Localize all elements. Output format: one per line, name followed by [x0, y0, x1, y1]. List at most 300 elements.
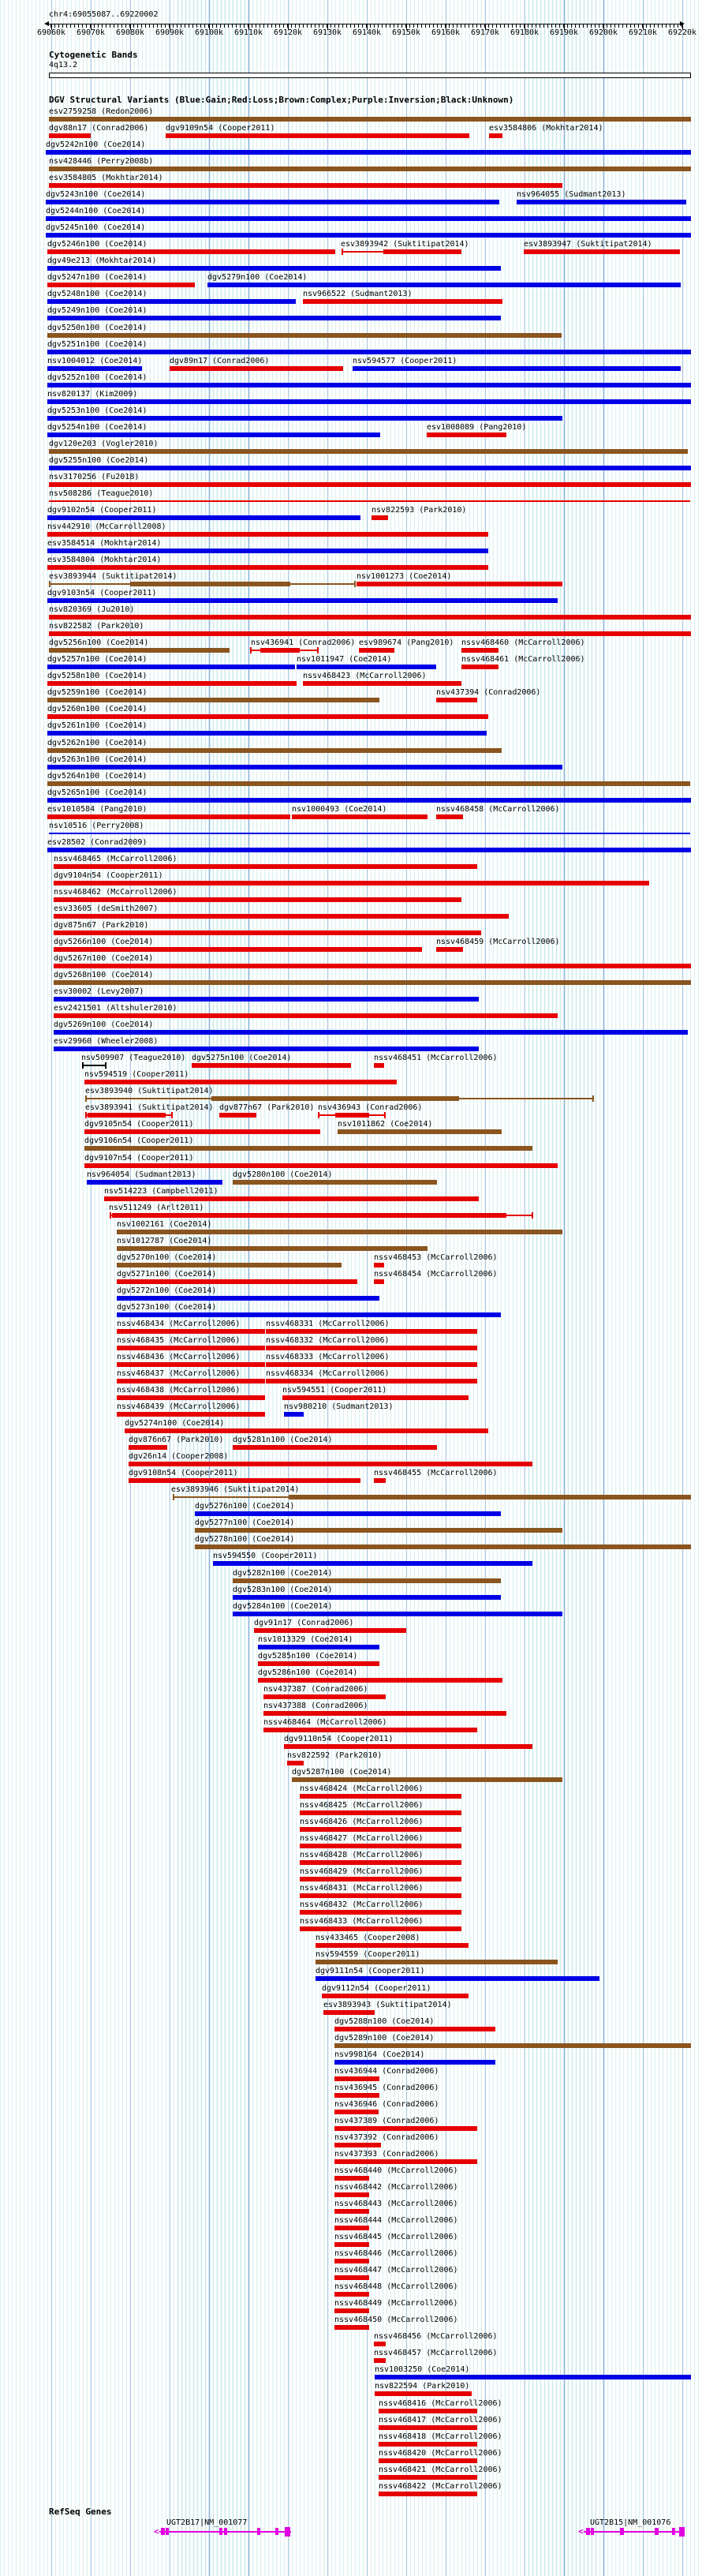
variant-bar[interactable]	[357, 582, 562, 586]
variant-label[interactable]: nssv468331 (McCarroll2006)	[266, 1320, 390, 1328]
variant-bar[interactable]	[461, 665, 498, 669]
variant-bar[interactable]	[427, 432, 506, 437]
gene-exon[interactable]	[161, 2528, 165, 2535]
variant-label[interactable]: esv33605 (deSmith2007)	[54, 904, 159, 913]
variant-label[interactable]: dgv5252n100 (Coe2014)	[47, 373, 147, 382]
variant-bar[interactable]	[300, 1860, 461, 1865]
variant-label[interactable]: dgv5243n100 (Coe2014)	[46, 190, 146, 199]
variant-bar[interactable]	[195, 1528, 562, 1533]
variant-bar[interactable]	[292, 814, 428, 819]
variant-label[interactable]: nssv468446 (McCarroll2006)	[334, 2249, 458, 2258]
variant-label[interactable]: dgv9111n54 (Cooper2011)	[316, 1967, 425, 1975]
variant-bar[interactable]	[49, 167, 691, 171]
variant-label[interactable]: dgv5277n100 (Coe2014)	[195, 1518, 295, 1527]
variant-bar[interactable]	[263, 1711, 506, 1716]
variant-bar[interactable]	[192, 1063, 351, 1068]
variant-bar[interactable]	[49, 133, 91, 138]
variant-bar[interactable]	[300, 1926, 461, 1931]
variant-label[interactable]: dgv89n17 (Conrad2006)	[170, 357, 270, 365]
variant-bar[interactable]	[266, 1379, 477, 1383]
variant-bar[interactable]	[379, 2425, 477, 2430]
variant-range-line[interactable]	[49, 833, 690, 834]
variant-bar[interactable]	[517, 200, 686, 204]
variant-label[interactable]: dgv5254n100 (Coe2014)	[47, 423, 147, 432]
variant-label[interactable]: nssv468464 (McCarroll2006)	[263, 1718, 387, 1727]
variant-bar[interactable]	[47, 731, 487, 736]
variant-bar[interactable]	[263, 1728, 477, 1732]
variant-bar[interactable]	[260, 648, 300, 653]
variant-label[interactable]: dgv5271n100 (Coe2014)	[117, 1270, 217, 1279]
variant-label[interactable]: esv3584804 (Mokhtar2014)	[47, 556, 162, 564]
variant-bar[interactable]	[374, 2342, 386, 2346]
variant-label[interactable]: dgv9102n54 (Cooper2011)	[47, 506, 157, 515]
variant-bar[interactable]	[334, 2325, 369, 2330]
variant-label[interactable]: nsv437388 (Conrad2006)	[263, 1702, 368, 1710]
variant-label[interactable]: nsv437387 (Conrad2006)	[263, 1685, 368, 1694]
variant-bar[interactable]	[87, 1180, 222, 1185]
variant-bar[interactable]	[117, 1296, 379, 1301]
variant-bar[interactable]	[335, 1113, 369, 1118]
variant-label[interactable]: nssv468332 (McCarroll2006)	[266, 1336, 390, 1345]
variant-bar[interactable]	[54, 1046, 479, 1051]
variant-label[interactable]: dgv5257n100 (Coe2014)	[47, 655, 147, 664]
variant-label[interactable]: nsv1013329 (Coe2014)	[258, 1635, 353, 1644]
variant-label[interactable]: nssv468421 (McCarroll2006)	[379, 2466, 502, 2474]
variant-label[interactable]: esv3584805 (Mokhtar2014)	[49, 174, 163, 182]
variant-range-line[interactable]	[342, 251, 383, 253]
variant-bar[interactable]	[300, 1893, 461, 1898]
variant-bar[interactable]	[54, 1030, 688, 1035]
variant-label[interactable]: nsv822592 (Park2010)	[287, 1751, 383, 1760]
variant-label[interactable]: nsv594559 (Cooper2011)	[316, 1950, 420, 1959]
variant-label[interactable]: nsv594577 (Cooper2011)	[353, 357, 457, 365]
variant-bar[interactable]	[233, 1445, 437, 1450]
variant-label[interactable]: nssv468459 (McCarroll2006)	[436, 938, 560, 946]
variant-bar[interactable]	[436, 698, 477, 702]
variant-label[interactable]: dgv9112n54 (Cooper2011)	[322, 1984, 431, 1993]
variant-label[interactable]: nssv468465 (McCarroll2006)	[54, 855, 177, 863]
variant-bar[interactable]	[375, 2391, 472, 2396]
variant-bar[interactable]	[129, 1445, 167, 1450]
variant-label[interactable]: nssv468432 (McCarroll2006)	[300, 1900, 424, 1909]
variant-label[interactable]: nssv468429 (McCarroll2006)	[300, 1867, 424, 1876]
variant-label[interactable]: nsv594519 (Cooper2011)	[84, 1070, 189, 1079]
variant-label[interactable]: nssv468460 (McCarroll2006)	[461, 638, 585, 647]
variant-bar[interactable]	[49, 482, 691, 487]
variant-bar[interactable]	[303, 299, 502, 304]
variant-label[interactable]: esv3893940 (Suktitipat2014)	[85, 1087, 214, 1095]
variant-range-line[interactable]	[49, 583, 130, 585]
gene-exon[interactable]	[224, 2528, 227, 2535]
variant-label[interactable]: dgv5272n100 (Coe2014)	[117, 1286, 217, 1295]
variant-label[interactable]: esv3893942 (Suktitipat2014)	[341, 240, 469, 249]
variant-label[interactable]: nssv468450 (McCarroll2006)	[334, 2316, 458, 2324]
variant-label[interactable]: dgv5258n100 (Coe2014)	[47, 672, 147, 680]
variant-label[interactable]: nssv468458 (McCarroll2006)	[436, 805, 560, 814]
variant-label[interactable]: nssv468443 (McCarroll2006)	[334, 2200, 458, 2208]
variant-label[interactable]: nssv468438 (McCarroll2006)	[117, 1386, 241, 1395]
variant-label[interactable]: dgv88n17 (Conrad2006)	[49, 124, 149, 133]
variant-label[interactable]: nsv437392 (Conrad2006)	[334, 2133, 439, 2142]
variant-bar[interactable]	[524, 249, 680, 254]
variant-label[interactable]: dgv9110n54 (Cooper2011)	[284, 1735, 394, 1743]
variant-label[interactable]: nssv468453 (McCarroll2006)	[374, 1253, 498, 1262]
variant-label[interactable]: nssv468442 (McCarroll2006)	[334, 2183, 458, 2192]
variant-label[interactable]: nsv964054 (Sudmant2013)	[87, 1170, 196, 1179]
variant-bar[interactable]	[47, 316, 501, 320]
variant-label[interactable]: esv3893943 (Suktitipat2014)	[323, 2001, 452, 2009]
variant-bar[interactable]	[316, 1976, 599, 1981]
variant-label[interactable]: nsv436943 (Conrad2006)	[318, 1103, 423, 1112]
variant-label[interactable]: dgv5264n100 (Coe2014)	[47, 772, 147, 781]
variant-label[interactable]: dgv5249n100 (Coe2014)	[47, 306, 147, 315]
variant-bar[interactable]	[112, 1213, 506, 1218]
variant-bar[interactable]	[117, 1246, 428, 1251]
variant-label[interactable]: dgv876n67 (Park2010)	[129, 1436, 224, 1444]
gene-intron-line[interactable]	[584, 2531, 685, 2533]
variant-bar[interactable]	[379, 2409, 477, 2413]
variant-label[interactable]: nsv1012787 (Coe2014)	[117, 1237, 212, 1245]
variant-bar[interactable]	[129, 1462, 532, 1466]
variant-label[interactable]: dgv5244n100 (Coe2014)	[46, 207, 146, 215]
variant-range-line[interactable]	[506, 1215, 532, 1216]
variant-label[interactable]: esv3584806 (Mokhtar2014)	[489, 124, 603, 133]
variant-label[interactable]: nssv468447 (McCarroll2006)	[334, 2266, 458, 2275]
variant-bar[interactable]	[300, 1810, 461, 1815]
variant-bar[interactable]	[213, 1561, 532, 1566]
gene-label[interactable]: UGT2B17|NM_001077	[166, 2518, 248, 2527]
variant-bar[interactable]	[334, 2093, 379, 2098]
variant-bar[interactable]	[84, 1146, 532, 1151]
variant-label[interactable]: nssv468422 (McCarroll2006)	[379, 2482, 502, 2491]
variant-label[interactable]: nssv468449 (McCarroll2006)	[334, 2299, 458, 2308]
variant-bar[interactable]	[47, 350, 691, 354]
variant-bar[interactable]	[195, 1544, 691, 1549]
variant-bar[interactable]	[54, 947, 422, 952]
variant-label[interactable]: nsv436946 (Conrad2006)	[334, 2100, 439, 2109]
gene-exon[interactable]	[620, 2528, 624, 2535]
variant-bar[interactable]	[117, 1379, 265, 1383]
variant-bar[interactable]	[300, 1794, 461, 1799]
variant-bar[interactable]	[334, 2110, 379, 2114]
variant-bar[interactable]	[47, 781, 690, 786]
variant-label[interactable]: dgv5273n100 (Coe2014)	[117, 1303, 217, 1312]
variant-bar[interactable]	[436, 814, 463, 819]
variant-bar[interactable]	[375, 2375, 691, 2379]
variant-label[interactable]: nsv511249 (Arlt2011)	[109, 1204, 204, 1212]
variant-label[interactable]: nsv437394 (Conrad2006)	[436, 688, 541, 697]
variant-label[interactable]: dgv5275n100 (Coe2014)	[192, 1054, 292, 1062]
variant-label[interactable]: nsv10516 (Perry2008)	[49, 822, 144, 830]
variant-label[interactable]: nsv433465 (Cooper2008)	[316, 1934, 420, 1942]
variant-label[interactable]: dgv5280n100 (Coe2014)	[233, 1170, 333, 1179]
variant-bar[interactable]	[117, 1395, 265, 1400]
variant-bar[interactable]	[117, 1312, 501, 1317]
gene-label[interactable]: UGT2B15|NM_001076	[590, 2518, 671, 2527]
variant-label[interactable]: dgv5260n100 (Coe2014)	[47, 705, 147, 713]
variant-bar[interactable]	[322, 1994, 469, 1998]
variant-bar[interactable]	[334, 2076, 379, 2081]
variant-label[interactable]: nsv1011947 (Coe2014)	[297, 655, 392, 664]
variant-label[interactable]: dgv5255n100 (Coe2014)	[49, 456, 149, 465]
variant-bar[interactable]	[47, 698, 379, 702]
variant-label[interactable]: nssv468416 (McCarroll2006)	[379, 2399, 502, 2408]
variant-bar[interactable]	[353, 366, 681, 371]
variant-label[interactable]: nssv468428 (McCarroll2006)	[300, 1851, 424, 1859]
variant-label[interactable]: dgv5267n100 (Coe2014)	[54, 954, 154, 963]
variant-bar[interactable]	[46, 233, 691, 238]
variant-bar[interactable]	[54, 930, 481, 935]
variant-label[interactable]: dgv9105n54 (Cooper2011)	[84, 1120, 194, 1129]
variant-bar[interactable]	[297, 665, 436, 669]
variant-bar[interactable]	[84, 1163, 558, 1168]
variant-label[interactable]: nssv468427 (McCarroll2006)	[300, 1834, 424, 1843]
variant-bar[interactable]	[54, 864, 477, 869]
variant-label[interactable]: dgv5279n100 (Coe2014)	[207, 273, 308, 282]
gene-exon[interactable]	[679, 2527, 685, 2537]
variant-label[interactable]: nssv468431 (McCarroll2006)	[300, 1884, 424, 1893]
variant-bar[interactable]	[54, 914, 509, 919]
variant-label[interactable]: nsv509907 (Teague2010)	[81, 1054, 186, 1062]
variant-label[interactable]: nssv468434 (McCarroll2006)	[117, 1320, 241, 1328]
variant-bar[interactable]	[254, 1628, 406, 1633]
variant-bar[interactable]	[54, 897, 461, 902]
variant-bar[interactable]	[334, 2308, 369, 2313]
variant-bar[interactable]	[334, 2043, 691, 2048]
variant-bar[interactable]	[170, 366, 343, 371]
variant-label[interactable]: nssv468435 (McCarroll2006)	[117, 1336, 241, 1345]
variant-bar[interactable]	[47, 714, 488, 719]
variant-label[interactable]: nsv437393 (Conrad2006)	[334, 2150, 439, 2159]
variant-bar[interactable]	[88, 1113, 166, 1118]
variant-bar[interactable]	[47, 416, 562, 421]
variant-label[interactable]: dgv5283n100 (Coe2014)	[233, 1586, 333, 1594]
variant-label[interactable]: nsv437389 (Conrad2006)	[334, 2117, 439, 2125]
variant-bar[interactable]	[117, 1362, 265, 1367]
variant-bar[interactable]	[47, 366, 142, 371]
variant-label[interactable]: dgv5265n100 (Coe2014)	[47, 788, 147, 797]
variant-label[interactable]: nssv468420 (McCarroll2006)	[379, 2449, 502, 2458]
variant-bar[interactable]	[195, 1511, 501, 1516]
variant-bar[interactable]	[84, 1080, 397, 1084]
variant-range-line[interactable]	[85, 1098, 211, 1099]
variant-bar[interactable]	[266, 1329, 477, 1334]
variant-label[interactable]: dgv26n14 (Cooper2008)	[129, 1452, 229, 1461]
variant-bar[interactable]	[125, 1428, 488, 1433]
variant-bar[interactable]	[334, 2242, 369, 2247]
variant-label[interactable]: esv989674 (Pang2010)	[359, 638, 454, 647]
variant-label[interactable]: nsv514223 (Campbell2011)	[104, 1187, 218, 1196]
variant-label[interactable]: nsv3170256 (Fu2018)	[49, 473, 140, 481]
variant-bar[interactable]	[130, 582, 290, 586]
variant-bar[interactable]	[47, 299, 296, 304]
variant-bar[interactable]	[284, 1412, 304, 1417]
variant-bar[interactable]	[117, 1412, 265, 1417]
variant-bar[interactable]	[334, 2292, 369, 2297]
variant-bar[interactable]	[47, 532, 488, 537]
variant-bar[interactable]	[374, 1279, 384, 1284]
variant-label[interactable]: dgv9104n54 (Cooper2011)	[54, 871, 163, 880]
variant-label[interactable]: dgv5287n100 (Coe2014)	[292, 1768, 392, 1777]
variant-bar[interactable]	[117, 1279, 357, 1284]
variant-bar[interactable]	[379, 2492, 477, 2496]
variant-label[interactable]: nssv468418 (McCarroll2006)	[379, 2432, 502, 2441]
variant-label[interactable]: nssv468334 (McCarroll2006)	[266, 1369, 390, 1378]
variant-label[interactable]: nssv468439 (McCarroll2006)	[117, 1402, 241, 1411]
variant-label[interactable]: nsv1011862 (Coe2014)	[338, 1120, 433, 1129]
variant-bar[interactable]	[292, 1777, 562, 1782]
variant-bar[interactable]	[54, 1013, 558, 1018]
variant-label[interactable]: dgv5276n100 (Coe2014)	[195, 1502, 295, 1511]
variant-range-line[interactable]	[369, 1114, 384, 1116]
variant-bar[interactable]	[129, 1478, 360, 1483]
variant-label[interactable]: nsv1003250 (Coe2014)	[375, 2365, 470, 2374]
variant-bar[interactable]	[287, 1761, 304, 1765]
variant-label[interactable]: nssv468423 (McCarroll2006)	[303, 672, 427, 680]
variant-label[interactable]: dgv5289n100 (Coe2014)	[334, 2034, 435, 2042]
variant-bar[interactable]	[47, 249, 335, 254]
variant-label[interactable]: dgv5270n100 (Coe2014)	[117, 1253, 217, 1262]
variant-range-line[interactable]	[250, 650, 260, 651]
gene-exon[interactable]	[655, 2528, 659, 2535]
variant-bar[interactable]	[49, 183, 562, 188]
variant-bar[interactable]	[300, 1844, 461, 1848]
variant-label[interactable]: dgv5284n100 (Coe2014)	[233, 1602, 333, 1611]
variant-bar[interactable]	[117, 1329, 265, 1334]
variant-label[interactable]: nssv468424 (McCarroll2006)	[300, 1784, 424, 1793]
variant-bar[interactable]	[359, 648, 394, 653]
variant-bar[interactable]	[49, 648, 230, 653]
variant-bar[interactable]	[334, 2275, 369, 2280]
variant-bar[interactable]	[49, 631, 691, 636]
variant-bar[interactable]	[258, 1678, 502, 1683]
variant-bar[interactable]	[54, 964, 691, 968]
variant-label[interactable]: esv30002 (Levy2007)	[54, 987, 144, 996]
variant-bar[interactable]	[117, 1230, 562, 1234]
variant-label[interactable]: dgv91n17 (Conrad2006)	[254, 1619, 354, 1627]
variant-label[interactable]: esv3893941 (Suktitipat2014)	[85, 1103, 214, 1112]
variant-bar[interactable]	[334, 2060, 495, 2065]
variant-range-line[interactable]	[290, 583, 354, 585]
variant-bar[interactable]	[47, 681, 297, 686]
variant-bar[interactable]	[166, 133, 469, 138]
variant-label[interactable]: nssv468456 (McCarroll2006)	[374, 2332, 498, 2341]
variant-bar[interactable]	[211, 1096, 459, 1101]
variant-bar[interactable]	[266, 1346, 477, 1350]
variant-bar[interactable]	[49, 615, 691, 620]
variant-bar[interactable]	[104, 1196, 479, 1201]
variant-label[interactable]: nssv468454 (McCarroll2006)	[374, 1270, 498, 1279]
variant-label[interactable]: nssv468455 (McCarroll2006)	[374, 1469, 498, 1477]
variant-bar[interactable]	[54, 881, 649, 886]
variant-bar[interactable]	[46, 216, 691, 221]
variant-label[interactable]: nsv436944 (Conrad2006)	[334, 2067, 439, 2076]
variant-bar[interactable]	[46, 200, 499, 204]
variant-bar[interactable]	[47, 565, 488, 570]
variant-label[interactable]: dgv5246n100 (Coe2014)	[47, 240, 147, 249]
variant-label[interactable]: nsv966522 (Sudmant2013)	[303, 290, 413, 298]
variant-bar[interactable]	[300, 1910, 461, 1915]
variant-label[interactable]: dgv9106n54 (Cooper2011)	[84, 1136, 194, 1145]
variant-label[interactable]: nssv468444 (McCarroll2006)	[334, 2216, 458, 2225]
variant-bar[interactable]	[338, 1129, 502, 1134]
variant-bar[interactable]	[489, 133, 502, 138]
variant-bar[interactable]	[117, 1263, 342, 1267]
variant-bar[interactable]	[47, 266, 501, 271]
variant-label[interactable]: nssv468433 (McCarroll2006)	[300, 1917, 424, 1926]
variant-label[interactable]: dgv5278n100 (Coe2014)	[195, 1535, 295, 1544]
variant-bar[interactable]	[47, 798, 691, 803]
gene-exon[interactable]	[275, 2528, 278, 2535]
variant-label[interactable]: dgv877n67 (Park2010)	[219, 1103, 315, 1112]
variant-label[interactable]: dgv5268n100 (Coe2014)	[54, 971, 154, 979]
variant-bar[interactable]	[47, 283, 195, 287]
variant-bar[interactable]	[334, 2176, 369, 2181]
variant-label[interactable]: nssv468333 (McCarroll2006)	[266, 1353, 390, 1361]
variant-label[interactable]: nsv822593 (Park2010)	[372, 506, 467, 515]
variant-bar[interactable]	[258, 1645, 379, 1649]
variant-label[interactable]: nsv436945 (Conrad2006)	[334, 2084, 439, 2092]
variant-label[interactable]: esv3584514 (Mokhtar2014)	[47, 539, 162, 548]
variant-bar[interactable]	[47, 432, 380, 437]
variant-label[interactable]: dgv5266n100 (Coe2014)	[54, 938, 154, 946]
variant-bar[interactable]	[49, 449, 688, 454]
variant-bar[interactable]	[258, 1661, 379, 1666]
variant-bar[interactable]	[117, 1346, 265, 1350]
gene-exon[interactable]	[672, 2528, 675, 2535]
variant-bar[interactable]	[334, 2027, 495, 2031]
variant-label[interactable]: nssv468440 (McCarroll2006)	[334, 2166, 458, 2175]
variant-bar[interactable]	[303, 681, 461, 686]
variant-bar[interactable]	[461, 648, 498, 653]
variant-range-line[interactable]	[166, 1114, 171, 1116]
gene-exon[interactable]	[285, 2527, 290, 2537]
variant-bar[interactable]	[47, 814, 290, 819]
variant-label[interactable]: nsv820137 (Kim2009)	[47, 390, 138, 399]
variant-label[interactable]: nssv468451 (McCarroll2006)	[374, 1054, 498, 1062]
variant-label[interactable]: nssv468461 (McCarroll2006)	[461, 655, 585, 664]
variant-label[interactable]: nsv998164 (Coe2014)	[334, 2050, 425, 2059]
variant-bar[interactable]	[47, 665, 295, 669]
variant-label[interactable]: nssv468436 (McCarroll2006)	[117, 1353, 241, 1361]
variant-bar[interactable]	[219, 1113, 256, 1118]
variant-bar[interactable]	[334, 2192, 369, 2197]
variant-bar[interactable]	[54, 980, 691, 985]
variant-bar[interactable]	[374, 1063, 384, 1068]
variant-bar[interactable]	[334, 2209, 369, 2214]
variant-label[interactable]: nsv594550 (Cooper2011)	[213, 1552, 318, 1560]
variant-range-line[interactable]	[300, 650, 317, 651]
variant-label[interactable]: dgv5281n100 (Coe2014)	[233, 1436, 333, 1444]
variant-label[interactable]: nssv468462 (McCarroll2006)	[54, 888, 177, 897]
variant-bar[interactable]	[334, 2143, 381, 2147]
variant-label[interactable]: dgv120e203 (Vogler2010)	[49, 440, 159, 448]
variant-label[interactable]: esv3893947 (Suktitipat2014)	[524, 240, 652, 249]
variant-bar[interactable]	[233, 1595, 501, 1600]
variant-label[interactable]: dgv5282n100 (Coe2014)	[233, 1569, 333, 1578]
variant-bar[interactable]	[47, 549, 488, 553]
variant-bar[interactable]	[54, 997, 479, 1002]
variant-label[interactable]: dgv5259n100 (Coe2014)	[47, 688, 147, 697]
variant-label[interactable]: dgv5261n100 (Coe2014)	[47, 721, 147, 730]
variant-label[interactable]: esv2759258 (Redon2006)	[49, 107, 154, 116]
variant-label[interactable]: dgv5288n100 (Coe2014)	[334, 2017, 435, 2026]
variant-label[interactable]: dgv49e213 (Mokhtar2014)	[47, 256, 157, 265]
variant-label[interactable]: dgv5262n100 (Coe2014)	[47, 739, 147, 747]
variant-bar[interactable]	[372, 515, 388, 520]
variant-bar[interactable]	[379, 2475, 477, 2480]
variant-bar[interactable]	[84, 1129, 320, 1134]
